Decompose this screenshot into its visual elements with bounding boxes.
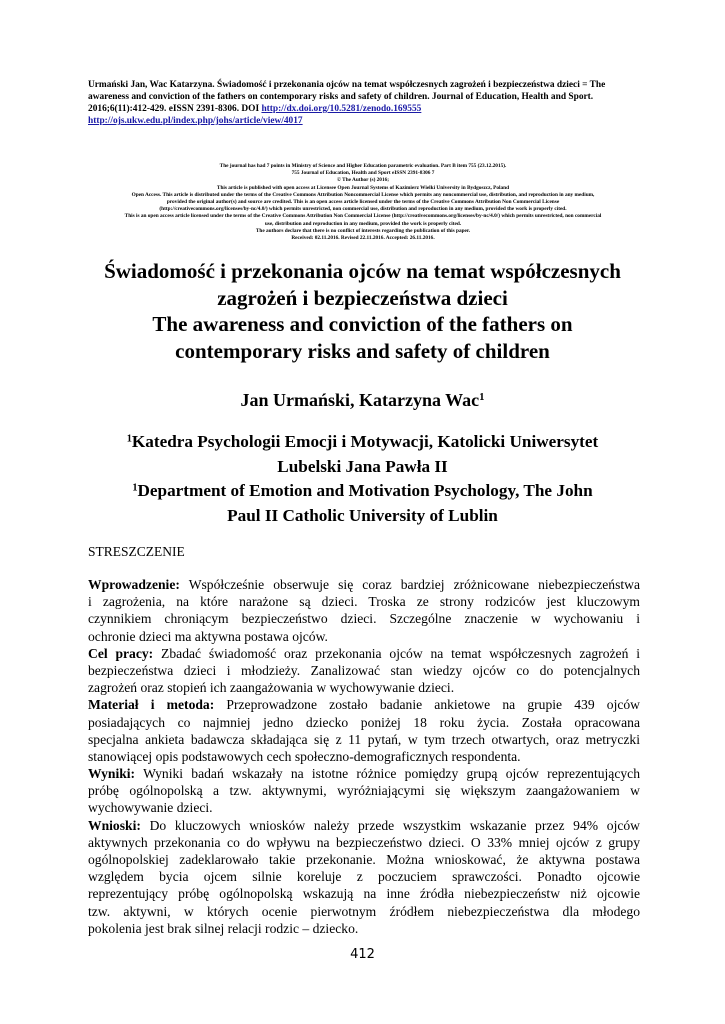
- abstract-line: próbę ogólnopolską a tzw. aktywnymi, wyróżniającymi się większym zaangażowaniem w: [88, 783, 640, 799]
- author-list: [60, 389, 665, 411]
- title-line: The awareness and conviction of the fathers on: [152, 312, 573, 336]
- affiliation-en: [60, 479, 665, 504]
- abstract-line: aktywnych przekonania co do wpływu na bezpieczeństwo dzieci. O 33% mniej ojców z grupy: [88, 834, 640, 850]
- abstract-line: ogólnopolskiej zadeklarowało takie przekonanie. Można wnioskować, że aktywna postawa: [88, 852, 640, 867]
- journal-info-line: Received: 02.11.2016. Revised 22.11.2016. Accepted: 26.11.2016.: [291, 235, 435, 242]
- citation-line: awareness and conviction of the fathers on contemporary risks and safety of children. Journal of Education, Health and Sport.: [88, 92, 594, 102]
- journal-info-line: © The Author (s) 2016;: [336, 177, 390, 184]
- section-label-intro: Wprowadzenie:: [88, 577, 180, 592]
- journal-info-line: This is an open access article licensed under the terms of the Creative Commons Attribution Non Commercial License (http://creativecommons.org/licenses/by-nc/4.0/) which permits unrestricted, non commercial: [124, 213, 602, 220]
- abstract-line: [88, 765, 640, 782]
- affiliation-text: Department of Emotion and Motivation Psychology, The John: [137, 481, 593, 500]
- journal-info-line: provided the original author(s) and source are credited. This is an open access article licensed under the terms of the Creative Commons Attribution Non Commercial License: [166, 199, 560, 206]
- abstract-line: [88, 645, 640, 662]
- section-label-method: Materiał i metoda:: [88, 697, 215, 713]
- journal-info-line: This article is published with open access at Licensee Open Journal Systems of Kazimierz Wielki University in Bydgoszcz, Poland: [216, 184, 510, 191]
- section-label-aim: Cel pracy:: [88, 645, 154, 661]
- journal-article-link[interactable]: http://ojs.ukw.edu.pl/index.php/johs/article/view/4017: [88, 116, 303, 126]
- journal-info-line: use, distribution and reproduction in any medium, provided the work is properly cited.: [264, 220, 462, 227]
- citation-line: Urmański Jan, Wac Katarzyna. Świadomość i przekonania ojców na temat współczesnych zagrożeń i bezpieczeństwa dzieci = The: [88, 80, 606, 90]
- abstract-line: posiadających co najmniej jedno dziecko poniżej 18 roku życia. Została opracowana: [88, 714, 640, 730]
- affiliation-marker: 1: [126, 433, 132, 445]
- section-label-conclusions: Wnioski:: [88, 817, 141, 833]
- journal-info-block: [88, 163, 638, 242]
- abstract-line: specjalna ankieta badawcza składająca się z 11 pytań, w tym trzech otwartych, oraz metryczki: [88, 731, 640, 747]
- page-number: 412: [350, 947, 375, 962]
- citation-text: 2016;6(11):412-429. eISSN 2391-8306. DOI: [88, 104, 262, 114]
- abstract-heading: STRESZCZENIE: [88, 544, 185, 559]
- affiliation-marker: 1: [479, 391, 485, 404]
- abstract-line: ochronie dzieci ma aktywna postawa ojców.: [88, 628, 328, 644]
- affiliation-text: Katedra Psychologii Emocji i Motywacji, Katolicki Uniwersytet: [131, 432, 599, 451]
- abstract-text: Wyniki badań wskazały na istotne różnice pomiędzy grupą ojców reprezentujących: [135, 766, 640, 782]
- abstract-line: względem bycia ojcem silnie koreluje z poczuciem sprawczości. Ponadto ojcowie: [88, 869, 640, 885]
- abstract-line: czynnikiem chroniącym bezpieczeństwo dzieci. Szczególne znaczenie w wychowaniu i: [88, 611, 640, 627]
- journal-info-line: 755 Journal of Education, Health and Sport eISSN 2391-8306 7: [291, 170, 435, 177]
- abstract-line: pokolenia jest brak silnej relacji rodzic – dziecko.: [88, 920, 359, 936]
- abstract-line: [88, 576, 640, 593]
- section-label-results: Wyniki:: [88, 766, 136, 782]
- abstract-text: Zbadać świadomość oraz przekonania ojców na temat współczesnych zagrożeń i: [153, 645, 640, 661]
- abstract-body: [88, 576, 640, 937]
- title-line: contemporary risks and safety of children: [175, 338, 550, 363]
- title-line: Świadomość i przekonania ojców na temat współczesnych: [104, 259, 621, 283]
- journal-info-line: The authors declare that there is no conflict of interests regarding the publication of this paper.: [255, 227, 471, 234]
- author-names: Jan Urmański, Katarzyna Wac: [240, 390, 480, 410]
- abstract-line: zagrożeń oraz stopień ich zaangażowania w wychowywanie dzieci.: [88, 680, 455, 696]
- journal-info-line: Open Access. This article is distributed under the terms of the Creative Commons Attribution Noncommercial License which permits any noncommercial use, distribution, and reproduction in any medium,: [131, 191, 595, 198]
- abstract-line: i zagrożenia, na które narażone są dzieci. Troska ze strony rodziców jest kluczowym: [88, 594, 640, 610]
- paper-title: [60, 258, 665, 364]
- abstract-line: stanowiącej opis podstawowych cech społeczno-demograficznych respondenta.: [88, 748, 521, 764]
- affiliation-marker: 1: [132, 482, 138, 494]
- abstract-line: [88, 696, 640, 713]
- abstract-line: [88, 817, 640, 834]
- affiliations: [60, 430, 665, 528]
- citation-line: [88, 103, 638, 115]
- citation-block: [88, 79, 638, 127]
- title-line: zagrożeń i bezpieczeństwa dzieci: [217, 285, 508, 310]
- abstract-line: tzw. aktywni, w których ocenie pierwotnym źródłem niebezpieczeństwa dla młodego: [88, 903, 640, 919]
- affiliation-pl: [60, 430, 665, 455]
- citation-line: [88, 115, 638, 127]
- abstract-line: bezpieczeństwa dzieci i młodzieży. Zanalizować stan wiedzy ojców co do potencjalnych: [88, 662, 640, 678]
- doi-link[interactable]: http://dx.doi.org/10.5281/zenodo.169555: [261, 104, 422, 114]
- journal-info-line: (http://creativecommons.org/licenses/by-nc/4.0/) which permits unrestricted, non commercial use, distribution and reproduction in any medium, provided the work is properly cited.: [159, 206, 567, 213]
- abstract-text: Do kluczowych wniosków należy przede wszystkim wskazanie przez 94% ojców: [140, 817, 640, 833]
- journal-info-line: The journal has had 7 points in Ministry of Science and Higher Education parametric evaluation. Part B item 755 (23.12.2015).: [219, 163, 507, 169]
- abstract-text: Współcześnie obserwuje się coraz bardziej zróżnicowane niebezpieczeństwa: [179, 577, 640, 592]
- abstract-line: wychowywanie dzieci.: [88, 800, 213, 816]
- affiliation-pl-cont: Lubelski Jana Pawła II: [277, 456, 448, 476]
- abstract-text: Przeprowadzone zostało badanie ankietowe na grupie 439 ojców: [214, 697, 641, 713]
- abstract-line: reprezentujący próbę ogólnopolską wskazują na inne źródła niebezpieczeństw niż ojcowie: [88, 886, 640, 902]
- affiliation-en-cont: Paul II Catholic University of Lublin: [227, 505, 498, 525]
